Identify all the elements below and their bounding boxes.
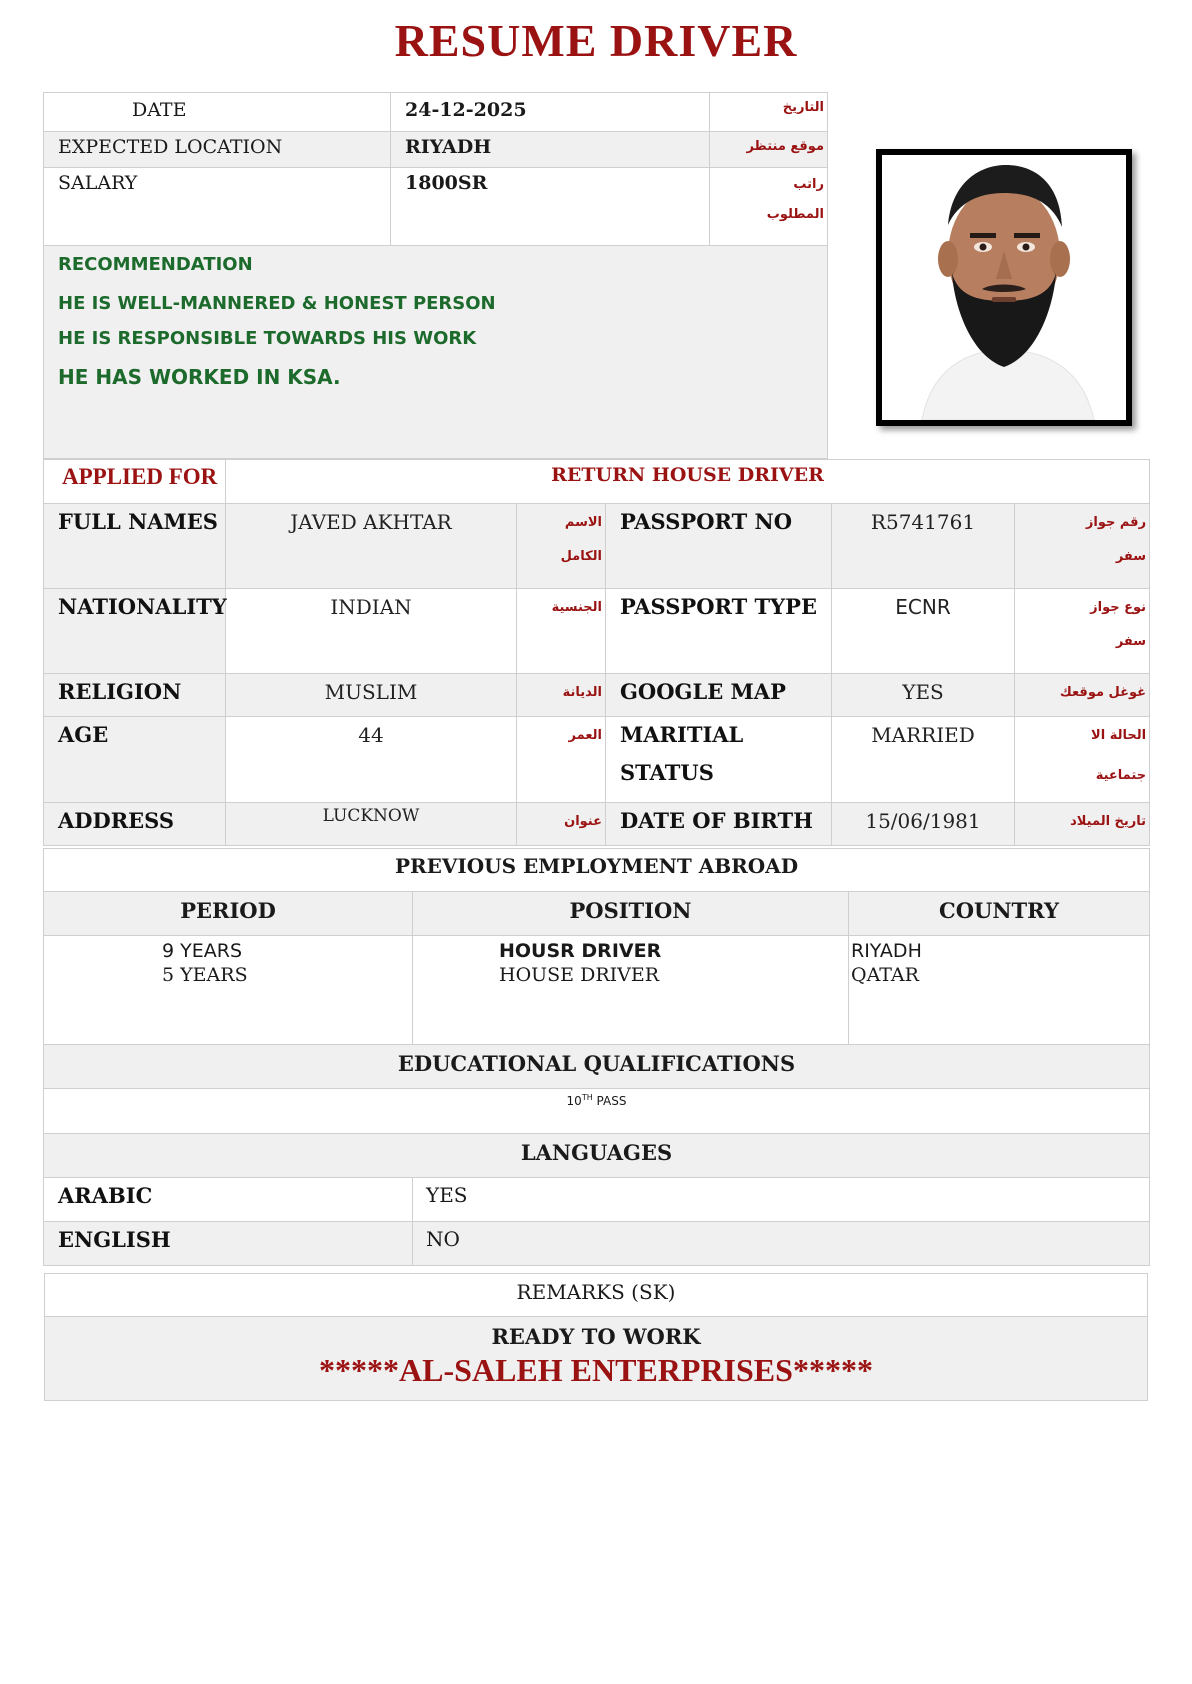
salary-ar-cell [710,168,828,246]
location-value: RIYADH [405,136,492,158]
country-header: COUNTRY [939,898,1059,923]
salary-label: SALARY [58,172,138,194]
country-header-cell [849,892,1150,936]
education-heading: EDUCATIONAL QUALIFICATIONS [397,1051,796,1076]
photo-frame [876,149,1132,426]
position-header: POSITION [569,898,692,923]
english-label: ENGLISH [58,1227,171,1252]
passport-type-label-cell [606,589,832,674]
nationality-value-cell [226,589,517,674]
religion-label-cell [44,674,226,717]
english-label-cell [44,1222,413,1266]
details-table [43,459,1150,846]
profile-photo [882,155,1126,420]
age-value: 44 [358,723,384,747]
age-label-cell [44,717,226,803]
marital-ar-2: جتماعية [1095,768,1147,783]
full-names-ar-1: الاسم [564,515,602,530]
arabic-value-cell [413,1178,1150,1222]
employment-heading: PREVIOUS EMPLOYMENT ABROAD [394,854,799,878]
marital-value: MARRIED [871,723,975,747]
languages-heading: LANGUAGES [520,1140,673,1165]
salary-value-cell [391,168,710,246]
remarks-heading: REMARKS (SK) [516,1280,676,1304]
religion-label: RELIGION [58,679,182,704]
nationality-ar-cell [517,589,606,674]
marital-label-line1: MARITIAL [620,722,744,747]
education-num: 10 [566,1094,582,1108]
location-value-cell [391,132,710,168]
salary-label-cell [44,168,391,246]
position-header-cell [413,892,849,936]
position-item: HOUSR DRIVER [499,940,662,962]
remarks-heading-cell [45,1274,1148,1317]
marital-value-cell [832,717,1015,803]
nationality-ar: الجنسية [551,600,602,615]
age-value-cell [226,717,517,803]
nationality-value: INDIAN [330,595,412,619]
salary-ar-2: المطلوب [766,207,824,222]
religion-value: MUSLIM [324,680,418,704]
english-value-cell [413,1222,1150,1266]
address-ar-cell [517,803,606,846]
location-label: EXPECTED LOCATION [58,136,283,158]
date-value: 24-12-2025 [405,99,527,121]
location-ar: موقع منتظر [746,139,824,154]
recommendation-heading: RECOMMENDATION [58,254,253,275]
full-names-value-cell [226,504,517,589]
address-ar: عنوان [564,814,602,829]
period-header-cell [44,892,413,936]
google-map-label: GOOGLE MAP [620,679,786,704]
religion-ar: الديانة [562,685,602,700]
dob-ar-cell [1015,803,1150,846]
country-item: QATAR [851,964,919,986]
applied-value-cell [226,460,1150,504]
passport-type-value-cell [832,589,1015,674]
passport-type-ar-2: سفر [1115,634,1147,649]
passport-no-ar-cell [1015,504,1150,589]
address-value-cell [226,803,517,846]
religion-ar-cell [517,674,606,717]
date-label-cell [44,93,391,132]
applied-label: APPLIED FOR [62,464,218,489]
employment-heading-cell [44,849,1150,892]
dob-ar: تاريخ الميلاد [1070,814,1147,829]
dob-value: 15/06/1981 [865,809,981,833]
nationality-label-cell [44,589,226,674]
dob-label-cell [606,803,832,846]
recommendation-line: HE IS WELL-MANNERED & HONEST PERSON [58,293,496,314]
full-names-ar-2: الكامل [560,549,602,564]
applied-label-cell [44,460,226,504]
location-label-cell [44,132,391,168]
education-value [44,1089,1149,1108]
arabic-label: ARABIC [58,1183,153,1208]
languages-heading-cell [44,1134,1150,1178]
ready-to-work: READY TO WORK [491,1324,701,1349]
passport-type-label: PASSPORT TYPE [620,594,817,619]
full-names-label-cell [44,504,226,589]
marital-label-cell [606,717,832,803]
periods-cell [44,936,413,1045]
age-label: AGE [58,722,109,747]
passport-type-ar-cell [1015,589,1150,674]
full-names-ar-cell [517,504,606,589]
dob-value-cell [832,803,1015,846]
passport-no-ar-2: سفر [1115,549,1147,564]
salary-value: 1800SR [405,172,488,194]
passport-type-value: ECNR [895,595,951,619]
education-sup: TH [581,1093,593,1102]
page-title: RESUME DRIVER [394,15,798,66]
passport-no-label-cell [606,504,832,589]
education-value-cell [44,1089,1150,1134]
date-label: DATE [132,99,187,121]
employment-table [43,848,1150,1266]
english-value: NO [426,1227,460,1251]
address-label: ADDRESS [58,808,175,833]
full-names-label: FULL NAMES [58,509,218,534]
marital-label-line2: STATUS [620,760,714,785]
salary-ar-1: راتب [793,177,824,192]
google-map-label-cell [606,674,832,717]
dob-label: DATE OF BIRTH [620,808,813,833]
passport-no-label: PASSPORT NO [620,509,793,534]
age-ar-cell [517,717,606,803]
arabic-label-cell [44,1178,413,1222]
period-header: PERIOD [180,898,276,923]
recommendation-line: HE IS RESPONSIBLE TOWARDS HIS WORK [58,328,477,349]
remarks-table [44,1273,1148,1401]
date-ar-cell [710,93,828,132]
date-value-cell [391,93,710,132]
full-names-value: JAVED AKHTAR [290,510,452,534]
position-item: HOUSE DRIVER [499,964,660,986]
google-map-ar: غوغل موقعك [1059,685,1147,700]
top-info-table [43,92,828,459]
google-map-value-cell [832,674,1015,717]
positions-cell [413,936,849,1045]
recommendation-line: HE HAS WORKED IN KSA. [58,365,341,389]
marital-ar-1: الحالة الا [1091,728,1147,743]
marital-ar-cell [1015,717,1150,803]
date-ar: التاريخ [782,100,824,115]
nationality-label: NATIONALITY [58,594,227,619]
passport-no-value-cell [832,504,1015,589]
age-ar: العمر [568,728,602,743]
passport-type-ar-1: نوع جواز [1090,600,1147,615]
remarks-body-cell [45,1317,1148,1401]
address-label-cell [44,803,226,846]
location-ar-cell [710,132,828,168]
countries-cell [849,936,1150,1045]
education-heading-cell [44,1045,1150,1089]
address-value: LUCKNOW [322,806,420,826]
recommendation-box [44,246,828,459]
country-item: RIYADH [851,940,922,962]
arabic-value: YES [426,1183,468,1207]
company-name: *****AL-SALEH ENTERPRISES***** [319,1352,873,1388]
google-map-value: YES [902,680,944,704]
period-item: 5 YEARS [162,964,248,986]
education-rest: PASS [592,1094,627,1108]
religion-value-cell [226,674,517,717]
applied-value: RETURN HOUSE DRIVER [551,464,824,486]
passport-no-ar-1: رقم جواز [1085,515,1147,530]
period-item: 9 YEARS [162,940,242,962]
google-map-ar-cell [1015,674,1150,717]
passport-no-value: R5741761 [870,510,976,534]
